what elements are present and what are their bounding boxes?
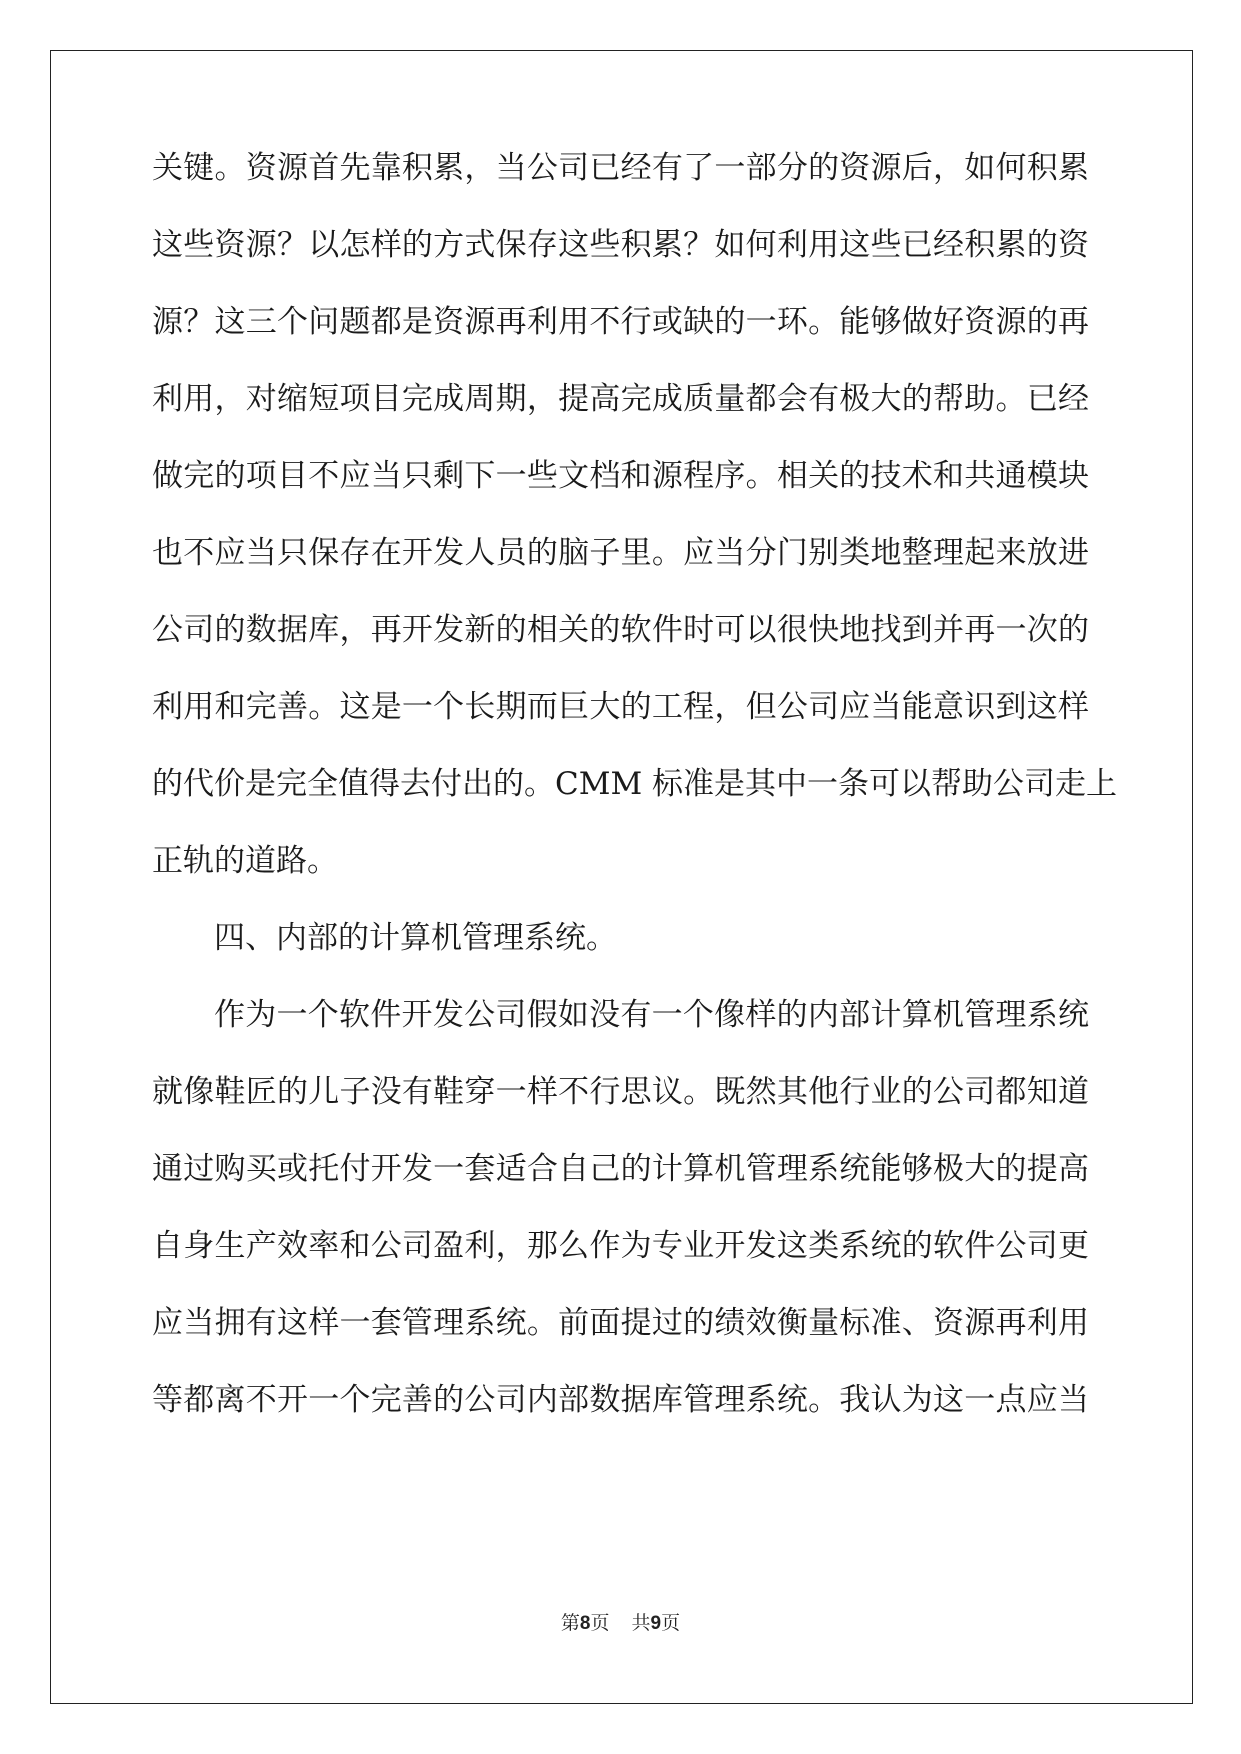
section-heading: 四、内部的计算机管理系统。 [214,920,617,956]
text-line: 就像鞋匠的儿子没有鞋穿一样不行思议。既然其他行业的公司都知道 [152,1074,1089,1110]
text-line: 等都离不开一个完善的公司内部数据库管理系统。我认为这一点应当 [152,1382,1089,1418]
page-number-label: 第8页 [560,1612,610,1634]
text-line: 做完的项目不应当只剩下一些文档和源程序。相关的技术和共通模块 [152,458,1089,494]
text-line: 正轨的道路。 [152,843,338,879]
text-line: 通过购买或托付开发一套适合自己的计算机管理系统能够极大的提高 [152,1151,1089,1187]
text-line: 公司的数据库，再开发新的相关的软件时可以很快地找到并再一次的 [152,612,1089,648]
text-line: 的代价是完全值得去付出的。CMM 标准是其中一条可以帮助公司走上 [152,766,1118,802]
text-line: 关键。资源首先靠积累，当公司已经有了一部分的资源后，如何积累 [152,150,1089,186]
text-line: 自身生产效率和公司盈利，那么作为专业开发这类系统的软件公司更 [152,1228,1089,1264]
text-line: 应当拥有这样一套管理系统。前面提过的绩效衡量标准、资源再利用 [152,1305,1089,1341]
text-line: 也不应当只保存在开发人员的脑子里。应当分门别类地整理起来放进 [152,535,1089,571]
page-total-label: 共9页 [631,1612,681,1634]
text-line: 这些资源？以怎样的方式保存这些积累？如何利用这些已经积累的资 [152,227,1089,263]
text-line: 利用和完善。这是一个长期而巨大的工程，但公司应当能意识到这样 [152,689,1089,725]
text-line: 源？这三个问题都是资源再利用不行或缺的一环。能够做好资源的再 [152,304,1089,340]
text-line: 作为一个软件开发公司假如没有一个像样的内部计算机管理系统 [214,997,1089,1033]
page-footer [0,1608,1241,1635]
text-line: 利用，对缩短项目完成周期，提高完成质量都会有极大的帮助。已经 [152,381,1089,417]
